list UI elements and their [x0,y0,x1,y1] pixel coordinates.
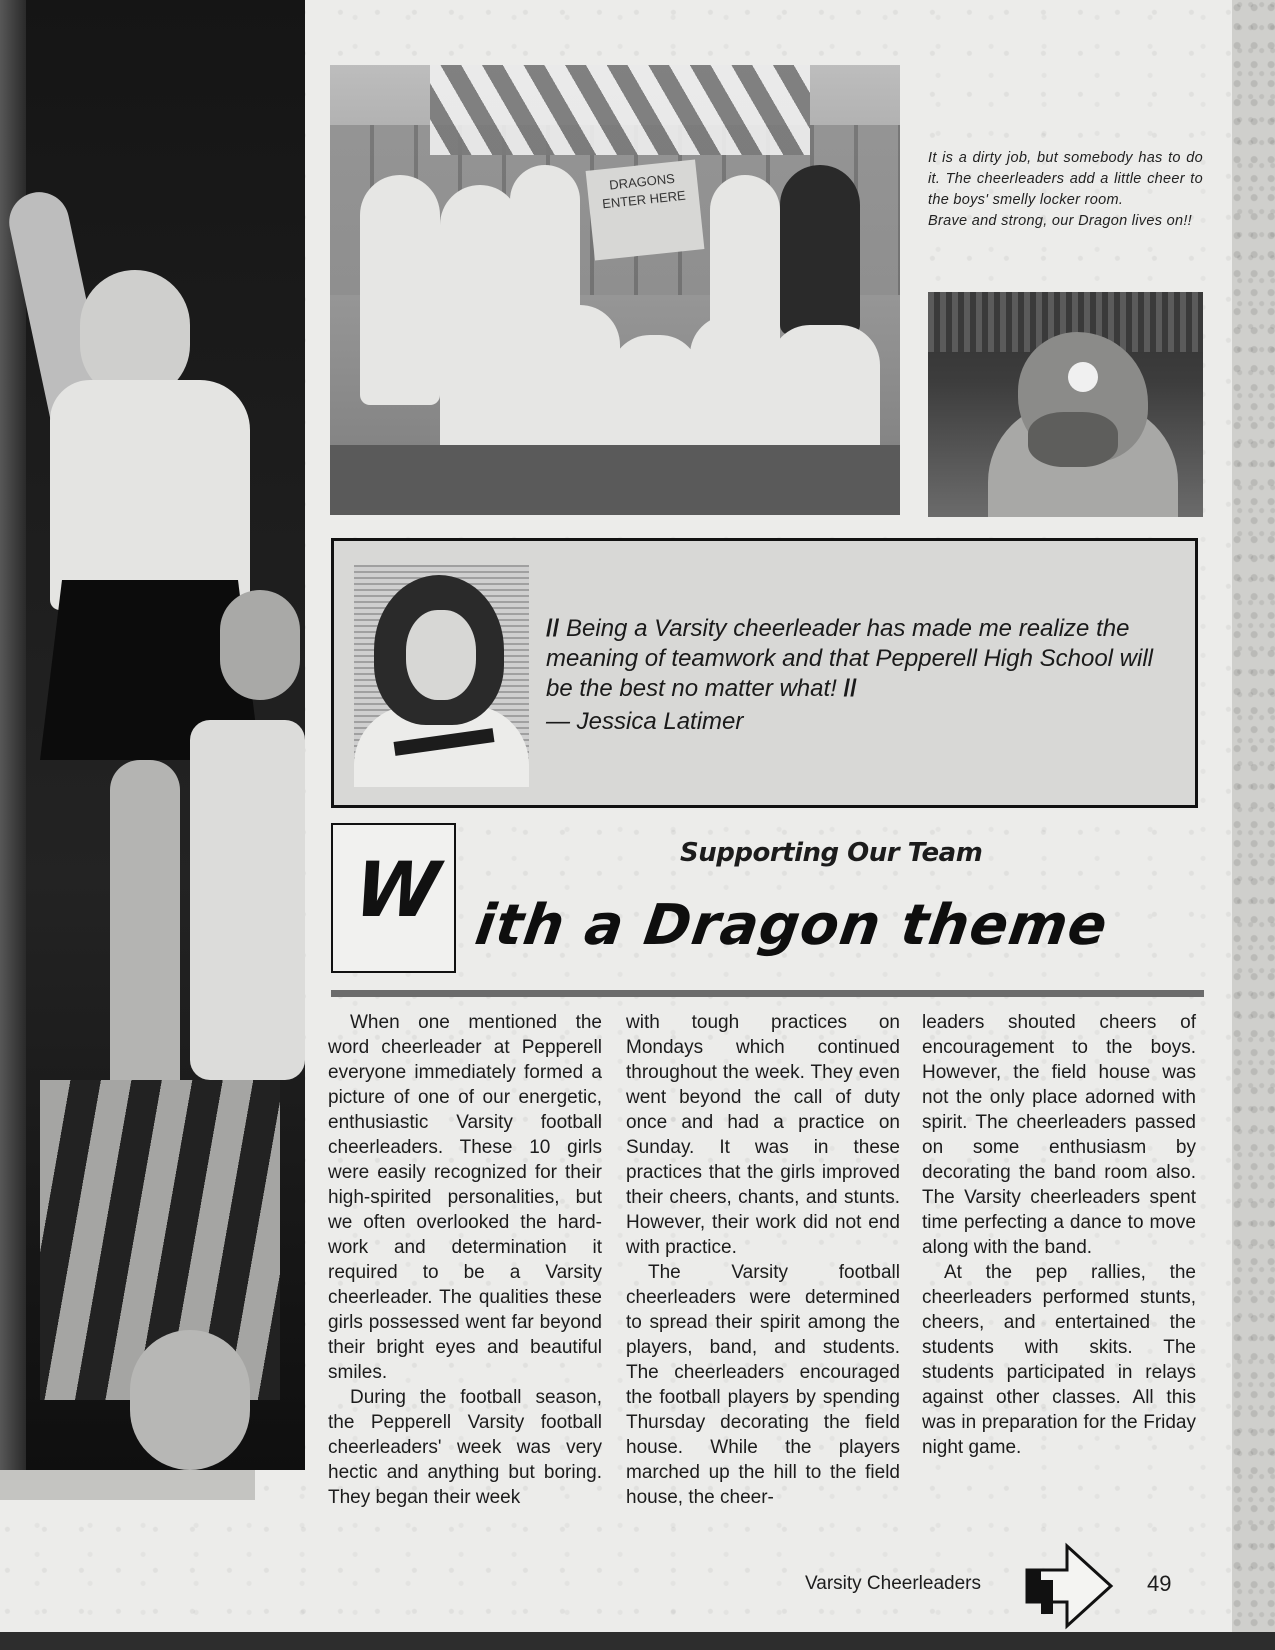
quote-text [546,614,1166,704]
body-paragraph: with tough practices on Mondays which continued throughout the week. They even went beyond the call of duty once and had a practice on Sunday. It was in these practices that the girls improved their cheers, chants, and stunts. However, their work did not end with practice. [626,1012,900,1258]
jessica-latimer-portrait [354,565,529,787]
body-paragraph: During the football season, the Pepperell Varsity football cheerleaders' week was very hectic and anything but boring. They began their week [328,1387,602,1508]
section-label: Varsity Cheerleaders [805,1573,982,1594]
open-quote-mark: // [546,615,560,642]
body-column-3 [922,1010,1196,1460]
photo-caption [928,148,1203,232]
body-column-2 [626,1010,900,1510]
body-paragraph: When one mentioned the word cheerleader at Pepperell everyone immediately formed a picture of one of our energetic, enthusiastic Varsity football cheerleaders. These 10 girls were easily recognized for their high-spirited personalities, but we often overlooked the hard-work and determination it required to be a Varsity cheerleader. The qualities these girls possessed went far beyond their bright eyes and beautiful smiles. [328,1012,602,1383]
close-quote-mark: // [843,675,857,702]
kicker-heading: Supporting Our Team [680,838,983,868]
locker-photo-caption: It is a dirty job, but somebody has to do it. The cheerleaders add a little cheer to the boys' smelly locker room. [928,150,1203,208]
quote-body: Being a Varsity cheerleader has made me realize the meaning of teamwork and that Pepperell High School will be the best no matter what! [546,615,1153,702]
quote-author: — Jessica Latimer [546,708,744,735]
page-edge-texture [1232,0,1275,1650]
dropcap-letter: W [350,845,444,934]
locker-room-photo [330,65,900,515]
mascot-photo-caption: Brave and strong, our Dragon lives on!! [928,213,1192,229]
body-column-1 [328,1010,602,1510]
body-paragraph: The Varsity football cheerleaders were determined to spread their spirit among the players, band, and students. The cheerleaders encouraged the football players by spending Thursday decorating the field house. While the players marched up the hill to the field house, the cheer- [626,1262,900,1508]
page-number: 49 [1147,1571,1172,1596]
locker-sign: DRAGONS ENTER HERE [586,159,705,260]
scan-bottom-edge [0,1632,1275,1650]
dragon-mascot-photo [928,292,1203,517]
body-paragraph: At the pep rallies, the cheerleaders performed stunts, cheers, and entertained the students with skits. The students participated in relays against other classes. All this was in preparation for the Friday night game. [922,1262,1196,1458]
body-paragraph: leaders shouted cheers of encouragement to the boys. However, the field house was not the only place adorned with spirit. The cheerleaders passed on some enthusiasm by decorating the band room also. The Varsity cheerleaders spent time perfecting a dance to move along with the band. [922,1012,1196,1258]
photo-base-strip [0,1470,255,1500]
quote-box [331,538,1198,808]
headline-rule [331,990,1204,997]
main-headline: ith a Dragon theme [471,893,1112,958]
arrow-right-icon [1023,1540,1115,1632]
cheer-stunt-photo [0,0,305,1470]
